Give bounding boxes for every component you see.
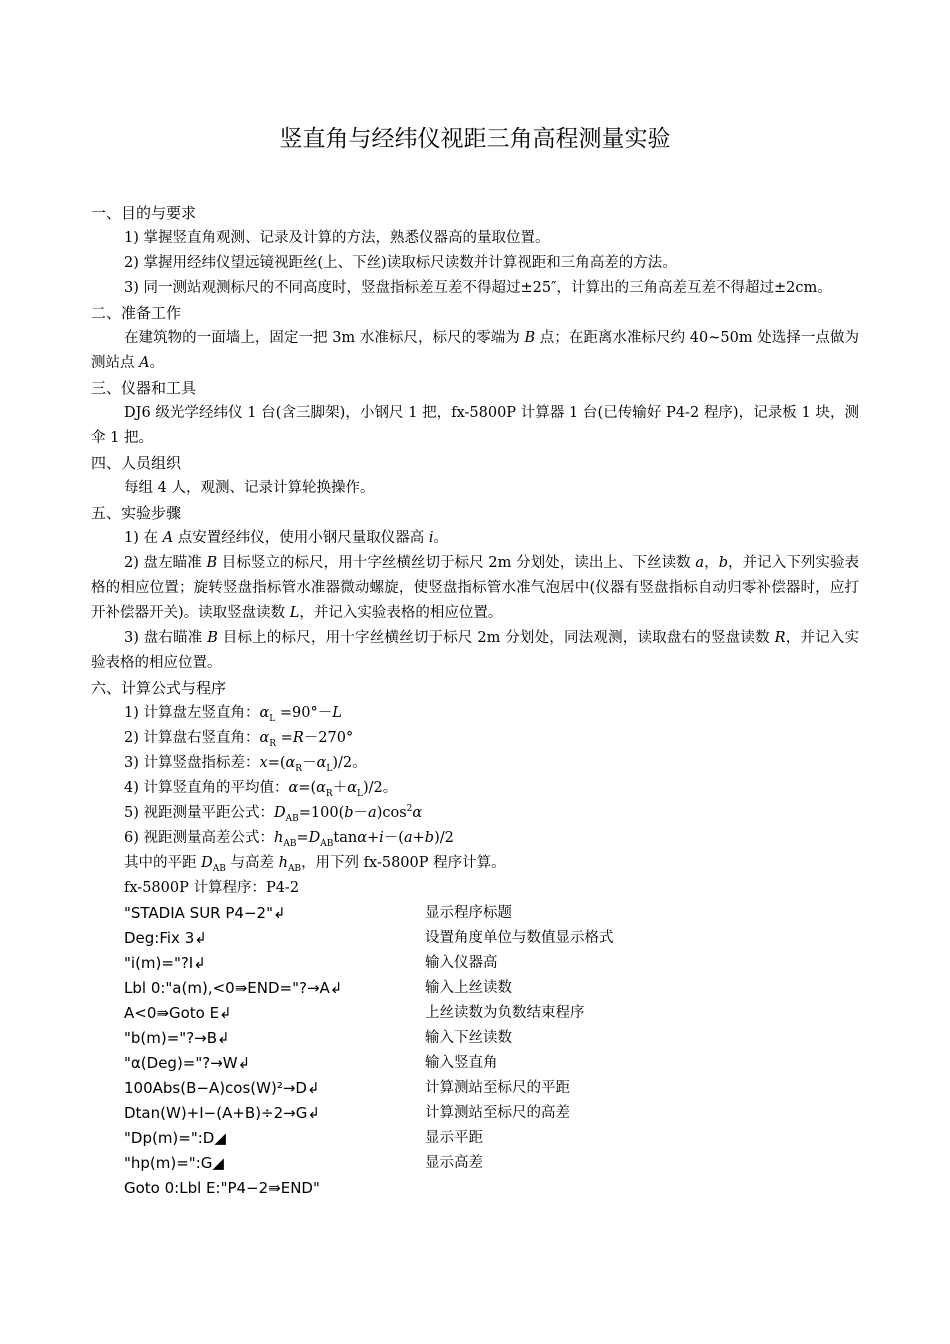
program-comment: 显示程序标题 (425, 905, 512, 921)
text: 点；在距离水准标尺约 40~50m 处选择一点做为测站点 (91, 330, 859, 371)
program-code: "Dp(m)=":D◢ (124, 1129, 226, 1147)
program-comment: 设置角度单位与数值显示格式 (425, 930, 614, 946)
formula-line (91, 826, 859, 851)
program-code: Dtan(W)+I−(A+B)÷2→G↲ (124, 1104, 320, 1122)
text: ＋ (332, 780, 348, 796)
document-title: 竖直角与经纬仪视距三角高程测量实验 (279, 126, 671, 152)
text: b (344, 805, 354, 821)
text: + (367, 830, 380, 846)
text: 3) 计算竖盘指标差： (124, 755, 260, 771)
text: 1) 在 (124, 530, 163, 546)
text: AB (212, 863, 226, 874)
section-heading-personnel: 四、人员组织 (91, 454, 182, 472)
text: －( (383, 830, 404, 846)
section-heading-formulas: 六、计算公式与程序 (91, 679, 227, 697)
formula-line (91, 751, 859, 776)
text: 3) 盘右瞄准 (124, 630, 208, 646)
text: R (295, 763, 303, 774)
text: α (259, 730, 270, 746)
text: 其中的平距 (124, 855, 202, 871)
paragraph (91, 851, 859, 876)
text: b (718, 555, 728, 571)
text: L (326, 763, 333, 774)
text: α (412, 805, 423, 821)
program-code: "i(m)="?I↲ (124, 954, 206, 972)
text: ，并记入实验表格的相应位置。 (299, 605, 503, 621)
program-line (91, 1151, 859, 1176)
program-code: "STADIA SUR P4−2"↲ (124, 904, 286, 922)
text: 2 (406, 804, 413, 815)
text: )cos (376, 805, 407, 821)
program-line (91, 1076, 859, 1101)
program-listing (91, 901, 859, 1201)
program-line (91, 1101, 859, 1126)
program-line (91, 951, 859, 976)
text: 。 (149, 355, 165, 371)
paragraph: DJ6 级光学经纬仪 1 台(含三脚架)，小钢尺 1 把，fx-5800P 计算器 1 台(已传输好 P4-2 程序)，记录板 1 块，测伞 1 把。 (91, 405, 859, 446)
text: tan (333, 830, 358, 846)
program-comment: 输入上丝读数 (425, 980, 512, 996)
program-line (91, 1026, 859, 1051)
text: AB (285, 813, 299, 824)
program-comment: 上丝读数为负数结束程序 (425, 1005, 585, 1021)
text: 目标竖立的标尺，用十字丝横丝切于标尺 2m 分划处，读出上、下丝读数 (217, 555, 696, 571)
paragraph (91, 326, 859, 376)
text: )/2 (434, 830, 454, 846)
text: α (357, 830, 367, 846)
text: ，并记入实验表格的相应位置。 (91, 630, 859, 671)
program-line (91, 1126, 859, 1151)
text: a (368, 805, 377, 821)
formula-line (91, 701, 859, 726)
text: 在建筑物的一面墙上，固定一把 3m 水准标尺，标尺的零端为 (124, 330, 525, 346)
text: 目标上的标尺，用十字丝横丝切于标尺 2m 分划处，同法观测，读取盘右的竖盘读数 (217, 630, 775, 646)
text: =100( (298, 805, 345, 821)
text: D (201, 855, 213, 871)
text: A (139, 355, 150, 371)
formula-line (91, 801, 859, 826)
text: B (207, 630, 218, 646)
text: L (332, 705, 342, 721)
paragraph: 每组 4 人，观测、记录计算轮换操作。 (124, 480, 375, 496)
text: 5) 视距测量平距公式： (124, 805, 274, 821)
text: α (259, 705, 270, 721)
text: 点安置经纬仪，使用小钢尺量取仪器高 (173, 530, 429, 546)
program-line (91, 1176, 859, 1201)
text: ， (704, 555, 719, 571)
text: R (269, 738, 277, 749)
program-code: Lbl 0:"a(m),<0⇛END="?→A↲ (124, 979, 343, 997)
section-heading-steps: 五、实验步骤 (91, 504, 182, 522)
text: －270° (303, 730, 354, 746)
text: R (325, 788, 333, 799)
text: )/2。 (332, 755, 367, 771)
program-line (91, 901, 859, 926)
formula-line (91, 726, 859, 751)
paragraph (91, 626, 859, 676)
program-comment: 显示高差 (425, 1155, 483, 1171)
program-title: fx-5800P 计算程序：P4-2 (124, 880, 300, 896)
paragraph: 3) 同一测站观测标尺的不同高度时，竖盘指标差互差不得超过±25″，计算出的三角高差互差不得超过±2cm。 (124, 280, 832, 296)
text: )/2。 (362, 780, 398, 796)
text: R (292, 730, 304, 746)
text: + (412, 830, 425, 846)
document-body (91, 201, 859, 1201)
program-code: Deg:Fix 3↲ (124, 929, 207, 947)
text: a (695, 555, 705, 571)
text: AB (283, 838, 297, 849)
text: 2) 计算盘右竖直角： (124, 730, 260, 746)
section-heading-preparation: 二、准备工作 (91, 304, 182, 322)
text: h (278, 855, 288, 871)
text: R (774, 630, 786, 646)
text: ，并记入下列实验表格的相应位置；旋转竖盘指标管水准器微动螺旋，使竖盘指标管水准气泡居中(仪器有竖盘指标自动归零补偿器时，应打开补偿器开关)。读取竖盘读数 (91, 555, 860, 621)
program-code: 100Abs(B−A)cos(W)²→D↲ (124, 1079, 320, 1097)
text: α (288, 780, 299, 796)
text: B (206, 555, 218, 571)
text: D (274, 805, 286, 821)
text: =( (298, 780, 317, 796)
text: α (285, 755, 296, 771)
text: i (379, 830, 384, 846)
paragraph (91, 551, 859, 626)
program-line (91, 926, 859, 951)
text: AB (320, 838, 334, 849)
text: B (524, 330, 536, 346)
program-comment: 计算测站至标尺的平距 (425, 1080, 570, 1096)
section-heading-instruments: 三、仪器和工具 (91, 379, 197, 397)
text: α (316, 755, 327, 771)
text: 1) 计算盘左竖直角： (124, 705, 260, 721)
program-comment: 计算测站至标尺的高差 (425, 1105, 570, 1121)
text: A (162, 530, 174, 546)
section-heading-purpose: 一、目的与要求 (91, 204, 197, 222)
paragraph: 2) 掌握用经纬仪望远镜视距丝(上、下丝)读取标尺读数并计算视距和三角高差的方法。 (124, 255, 677, 271)
text: =( (267, 755, 286, 771)
text: L (289, 605, 300, 621)
text: α (316, 780, 326, 796)
program-code: "hp(m)=":G◢ (124, 1154, 224, 1172)
formula-line (91, 776, 859, 801)
program-code: Goto 0:Lbl E:"P4−2⇛END" (124, 1179, 320, 1197)
text: 2) 盘左瞄准 (124, 555, 207, 571)
program-code: "b(m)="?→B↲ (124, 1029, 230, 1047)
paragraph: 1) 掌握竖直角观测、记录及计算的方法，熟悉仪器高的量取位置。 (124, 230, 550, 246)
text: i (428, 530, 434, 546)
text: h (274, 830, 284, 846)
text: 与高差 (225, 855, 279, 871)
program-line (91, 1001, 859, 1026)
text: 6) 视距测量高差公式： (124, 830, 274, 846)
program-code: "α(Deg)="?→W↲ (124, 1054, 251, 1072)
text: L (356, 788, 363, 799)
text: D (308, 830, 321, 846)
program-line (91, 1051, 859, 1076)
paragraph (91, 526, 859, 551)
text: － (353, 805, 369, 821)
program-code: A<0⇛Goto E↲ (124, 1004, 232, 1022)
text: － (302, 755, 317, 771)
text: L (269, 713, 276, 724)
text: = (296, 830, 309, 846)
program-comment: 输入仪器高 (425, 955, 498, 971)
program-comment: 输入竖直角 (425, 1055, 498, 1071)
program-line (91, 976, 859, 1001)
text: α (347, 780, 357, 796)
program-comment: 显示平距 (425, 1130, 483, 1146)
text: ，用下列 fx-5800P 程序计算。 (301, 855, 506, 871)
text: 4) 计算竖直角的平均值： (124, 780, 289, 796)
text: x (259, 755, 268, 771)
text: a (403, 830, 413, 846)
text: b (424, 830, 435, 846)
program-comment: 输入下丝读数 (425, 1030, 512, 1046)
text: AB (287, 863, 302, 874)
text: =90°－ (275, 705, 333, 721)
text: 。 (433, 530, 448, 546)
text: = (276, 730, 293, 746)
